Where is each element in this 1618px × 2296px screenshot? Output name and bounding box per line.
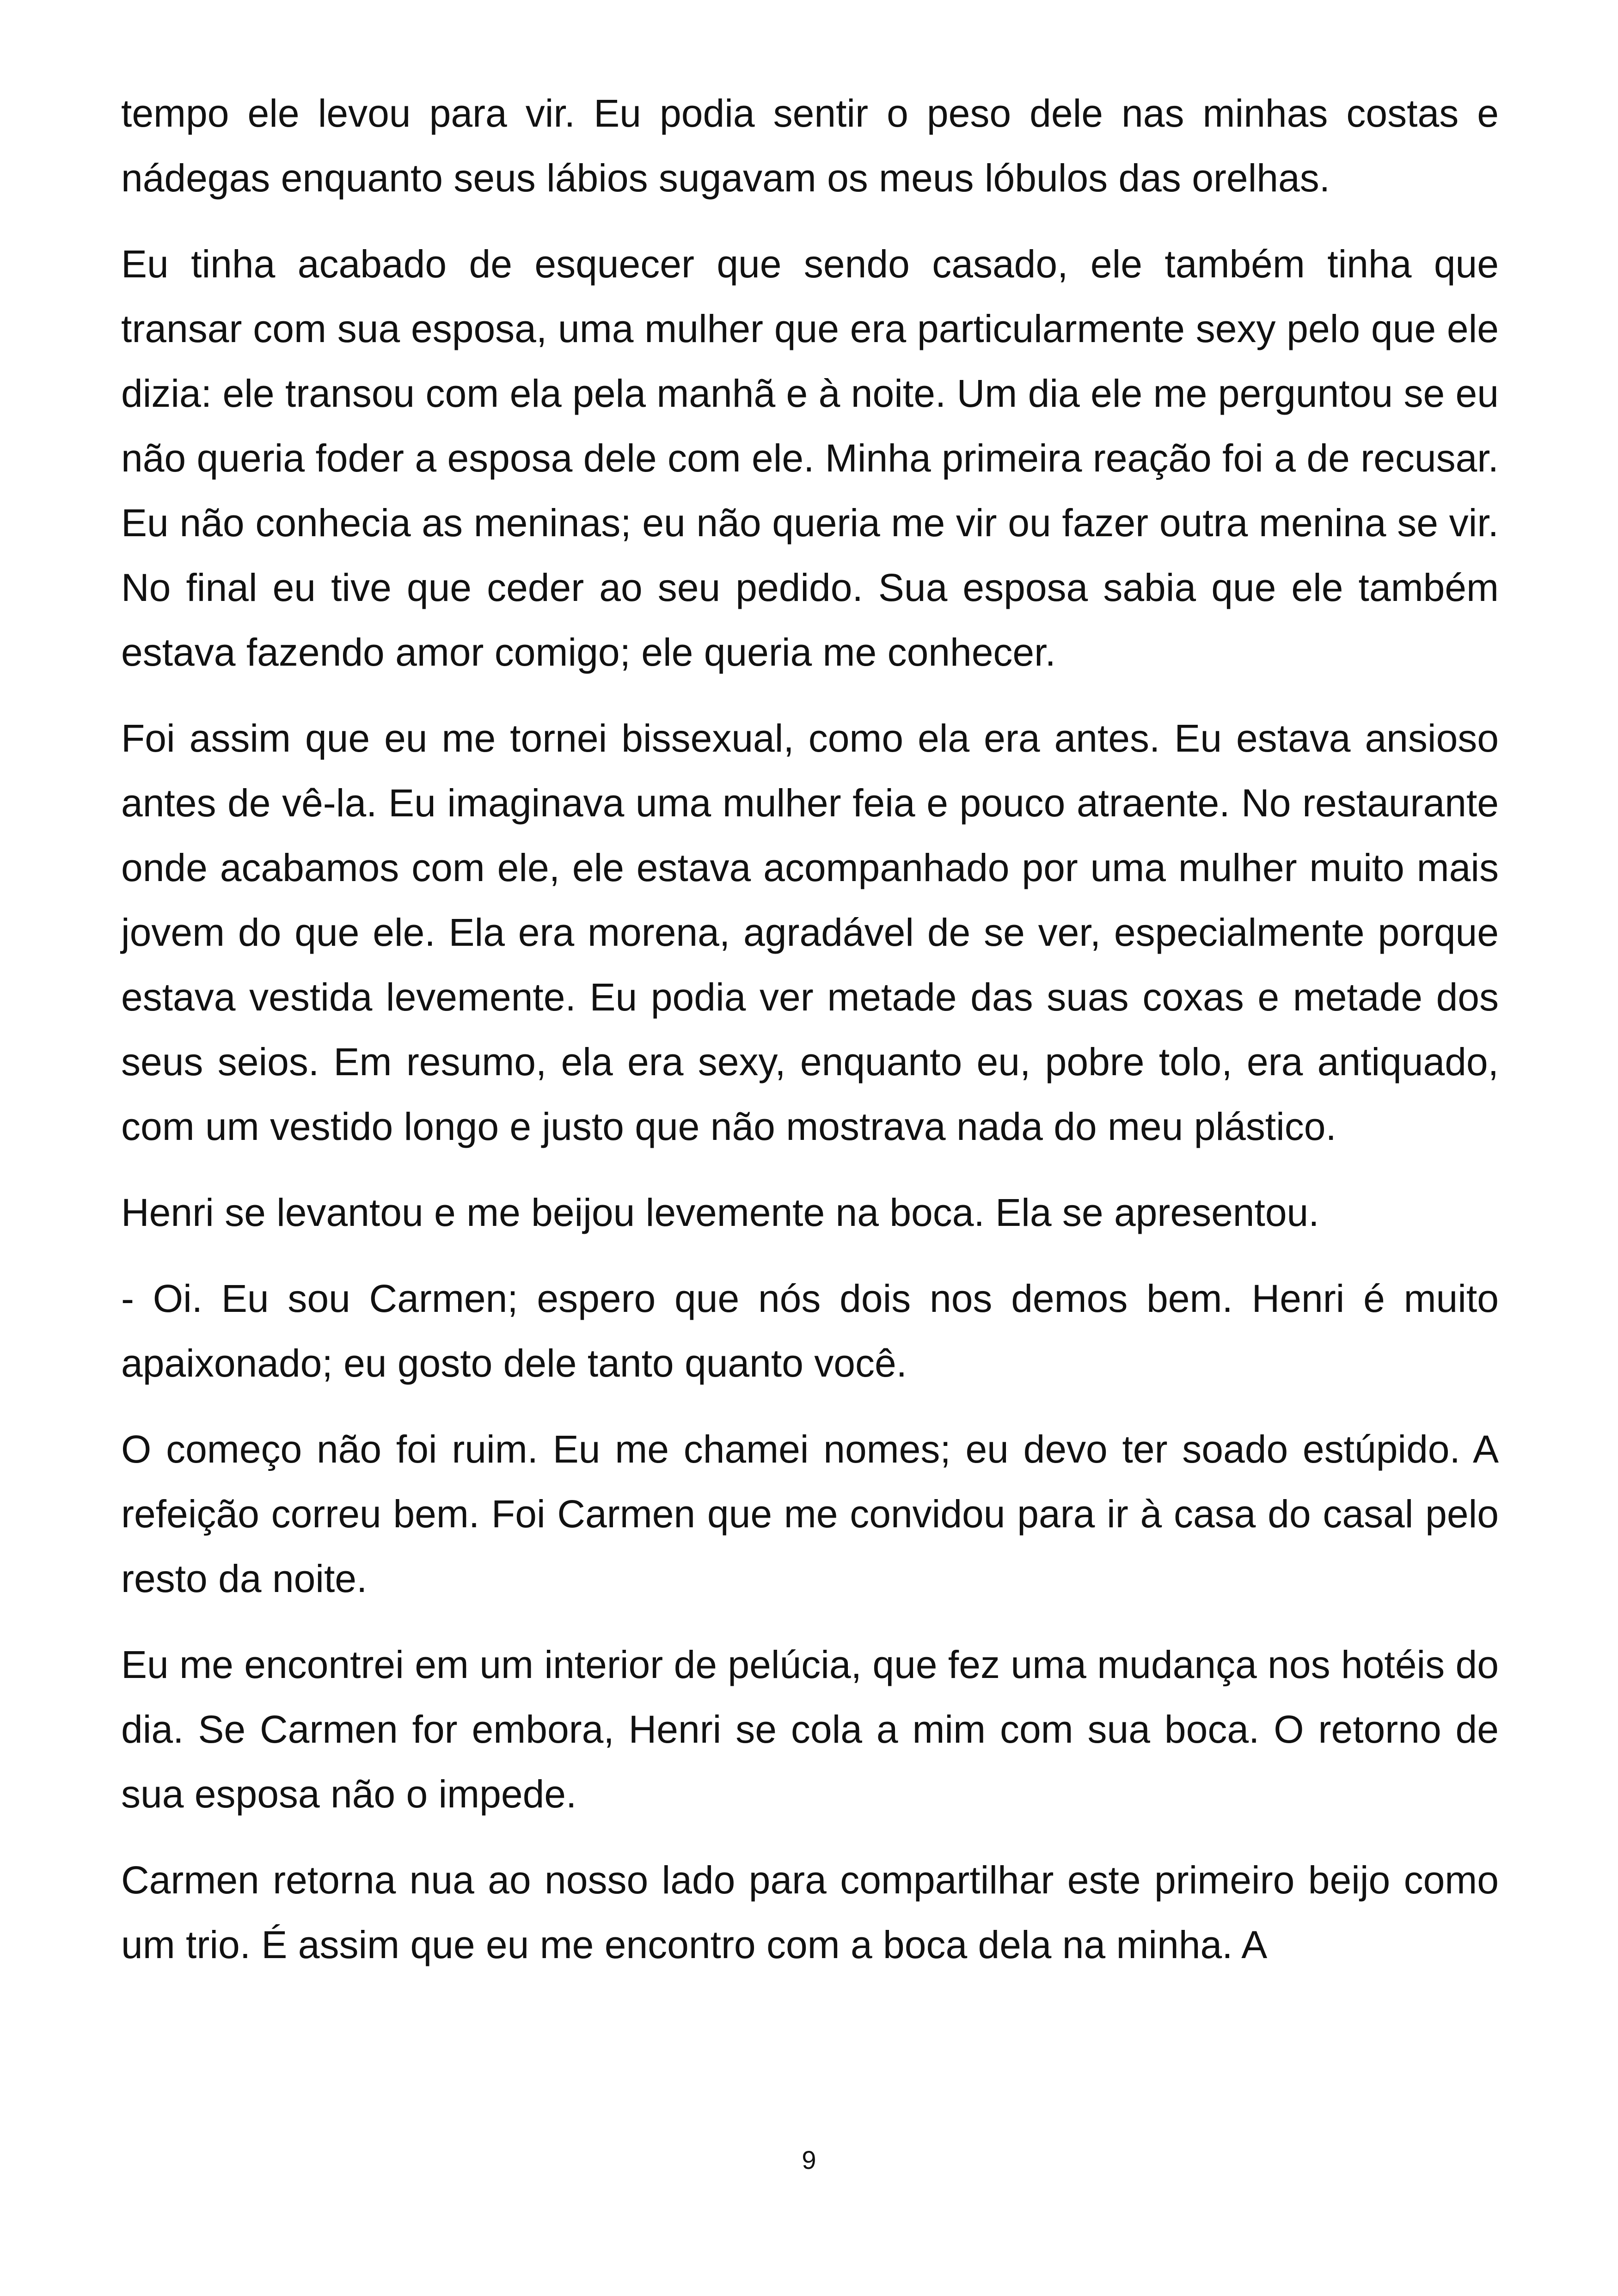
paragraph: tempo ele levou para vir. Eu podia sentir o peso dele nas minhas costas e nádegas enquanto seus lábios sugavam os meus lóbulos das orelhas. xyxy=(121,92,1499,200)
paragraph: - Oi. Eu sou Carmen; espero que nós dois nos demos bem. Henri é muito apaixonado; eu gosto dele tanto quanto você. xyxy=(121,1277,1499,1385)
paragraph: Eu tinha acabado de esquecer que sendo casado, ele também tinha que transar com sua esposa, uma mulher que era particularmente sexy pelo que ele dizia: ele transou com ela pela manhã e à noite. Um dia ele me perguntou se eu não queria foder a esposa dele com ele. Minha primeira reação foi a de recusar. Eu não conhecia as meninas; eu não queria me vir ou fazer outra menina se vir. No final eu tive que ceder ao seu pedido. Sua esposa sabia que ele também estava fazendo amor comigo; ele queria me conhecer. xyxy=(121,242,1499,674)
paragraph: Henri se levantou e me beijou levemente na boca. Ela se apresentou. xyxy=(121,1191,1319,1234)
page-number: 9 xyxy=(802,2145,816,2174)
paragraph: O começo não foi ruim. Eu me chamei nomes; eu devo ter soado estúpido. A refeição correu bem. Foi Carmen que me convidou para ir à casa do casal pelo resto da noite. xyxy=(121,1427,1499,1600)
paragraph: Eu me encontrei em um interior de pelúcia, que fez uma mudança nos hotéis do dia. Se Carmen for embora, Henri se cola a mim com sua boca. O retorno de sua esposa não o impede. xyxy=(121,1643,1499,1816)
paragraph: Foi assim que eu me tornei bissexual, como ela era antes. Eu estava ansioso antes de vê-la. Eu imaginava uma mulher feia e pouco atraente. No restaurante onde acabamos com ele, ele estava acompanhado por uma mulher muito mais jovem do que ele. Ela era morena, agradável de se ver, especialmente porque estava vestida levemente. Eu podia ver metade das suas coxas e metade dos seus seios. Em resumo, ela era sexy, enquanto eu, pobre tolo, era antiquado, com um vestido longo e justo que não mostrava nada do meu plástico. xyxy=(121,716,1499,1148)
body-text xyxy=(121,81,1499,1998)
paragraph: Carmen retorna nua ao nosso lado para compartilhar este primeiro beijo como um trio. É assim que eu me encontro com a boca dela na minha. A xyxy=(121,1858,1499,1966)
